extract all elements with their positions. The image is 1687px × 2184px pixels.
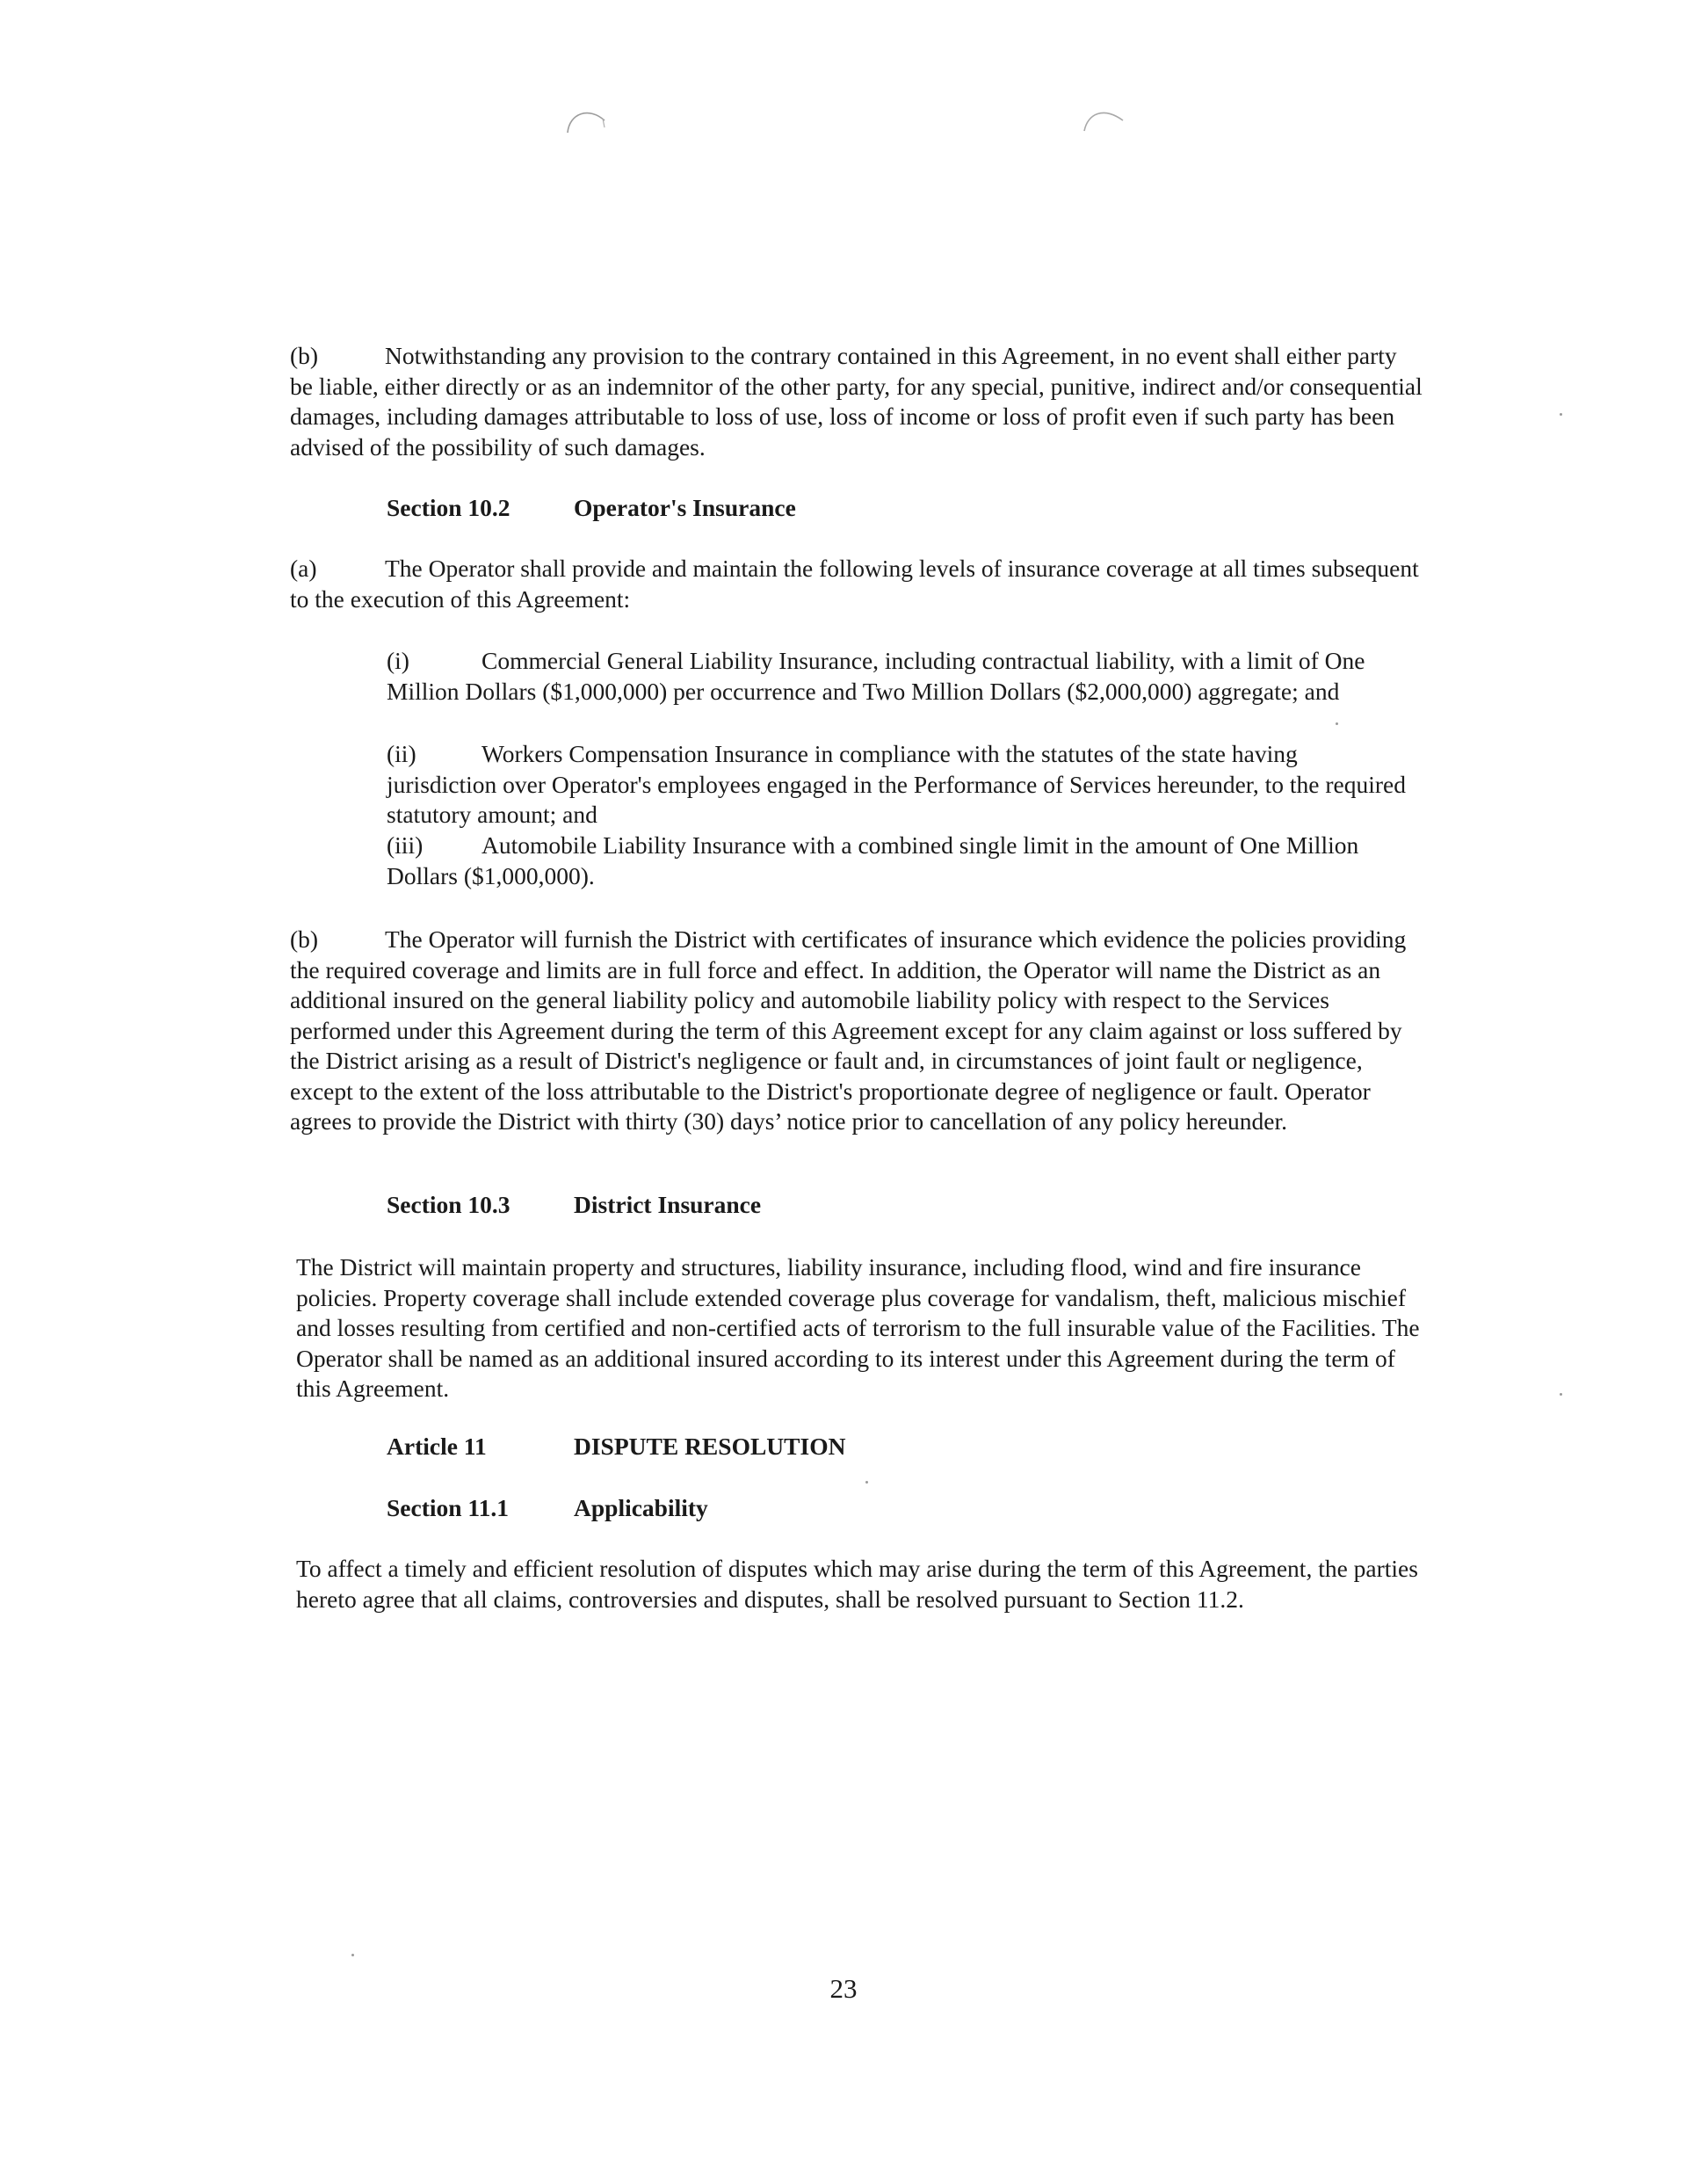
page-number: 23 [829,1973,858,2004]
section-title: Applicability [574,1494,708,1521]
section-number: Section 10.3 [387,1191,510,1218]
paragraph-text: The Operator will furnish the District with certificates of insurance which evidence the policies providing the required coverage and limits are in full force and effect. In addition, the Operator will name the District as an additional insured on the general liability policy and automobile liability policy with respect to the Services performed under this Agreement during the term of this Agreement except for any claim against or loss suffered by the District arising as a result of District's negligence or fault and, in circumstances of joint fault or negligence, except to the extent of the loss attributable to the District's proportionate degree of negligence or fault. Operator agrees to provide the District with thirty (30) days’ notice prior to cancellation of any policy hereunder. [290,925,1407,1135]
paragraph-district-insurance [296,1252,1425,1404]
scan-speck [351,1954,354,1956]
section-10-2-heading [387,494,796,522]
section-11-1-heading [387,1494,708,1522]
section-number: Section 11.1 [387,1494,510,1521]
list-item-commercial-liability [387,646,1410,707]
list-item-text: Commercial General Liability Insurance, including contractual liability, with a limit of One Million Dollars ($1,000,000) per occurrence and Two Million Dollars ($2,000,000) aggregate; and [387,647,1365,705]
list-item-label: (iii) [387,831,424,859]
list-item-text: Automobile Liability Insurance with a combined single limit in the amount of One Million Dollars ($1,000,000). [387,831,1359,889]
paragraph-text: Notwithstanding any provision to the contrary contained in this Agreement, in no event shall either party be liable, either directly or as an indemnitor of the other party, for any special, punitive, indirect and/or consequential damages, including damages attributable to loss of use, loss of income or loss of profit even if such party has been advised of the possibility of such damages. [290,342,1423,461]
scan-speck [865,1481,868,1484]
article-number: Article 11 [387,1433,487,1460]
paragraph-text: To affect a timely and efficient resolution of disputes which may arise during the term of this Agreement, the parties hereto agree that all claims, controversies and disputes, shall be resolved pursuant to Section 11.2. [296,1555,1418,1613]
punch-hole-mark [562,101,615,154]
list-item-label: (i) [387,647,409,674]
paragraph-text: The Operator shall provide and maintain the following levels of insurance coverage at all times subsequent to the execution of this Agreement: [290,555,1419,613]
scan-speck [1560,413,1562,416]
paragraph-label: (a) [290,555,317,582]
paragraph-b-damages [290,341,1423,462]
section-title: District Insurance [574,1191,762,1218]
scan-speck [1560,1393,1562,1396]
list-item-label: (ii) [387,740,416,767]
scan-speck [1336,722,1338,725]
article-11-heading [387,1433,845,1461]
article-title: DISPUTE RESOLUTION [574,1433,846,1460]
paragraph-label: (b) [290,342,319,369]
paragraph-label: (b) [290,925,319,953]
list-item-workers-compensation [387,739,1410,831]
paragraph-text: The District will maintain property and structures, liability insurance, including flood, wind and fire insurance policies. Property coverage shall include extended coverage plus coverage for vandalism, theft, malicious mischief and losses resulting from certified and non-certified acts of terrorism to the full insurable value of the Facilities. The Operator shall be named as an additional insured according to its interest under this Agreement during the term of this Agreement. [296,1253,1420,1402]
section-10-3-heading [387,1191,761,1219]
paragraph-b-certificates [290,925,1423,1137]
paragraph-a-coverage [290,554,1423,614]
list-item-text: Workers Compensation Insurance in compliance with the statutes of the state having jurisdiction over Operator's employees engaged in the Performance of Services hereunder, to the required statutory amount; and [387,740,1406,828]
section-number: Section 10.2 [387,494,510,521]
section-title: Operator's Insurance [574,494,796,521]
paragraph-applicability [296,1554,1425,1614]
punch-hole-mark [1081,101,1133,154]
list-item-automobile-liability [387,831,1410,891]
